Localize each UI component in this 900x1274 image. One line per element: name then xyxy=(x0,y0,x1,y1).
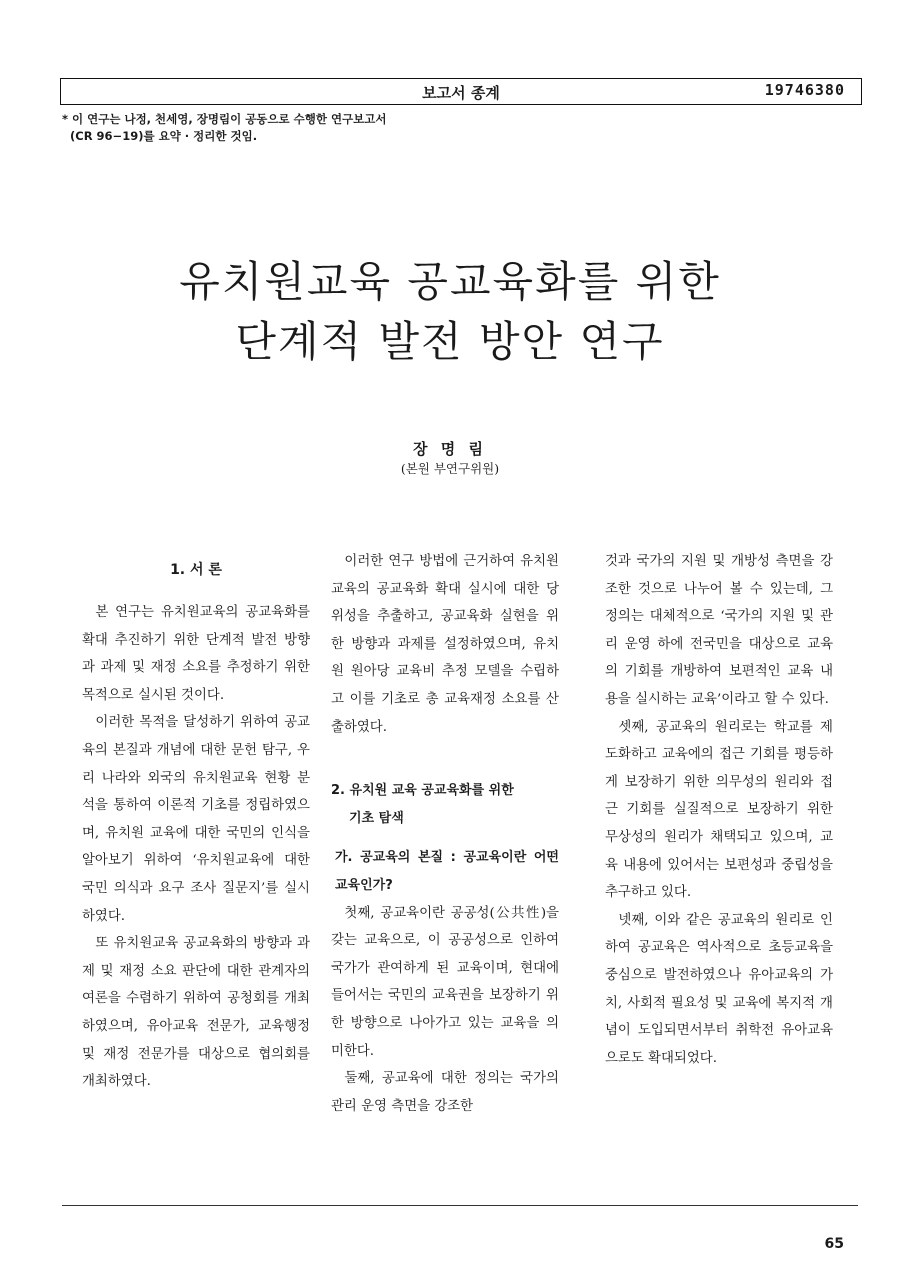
page-number: 65 xyxy=(824,1236,844,1252)
footer-rule xyxy=(62,1205,858,1206)
section-1-heading: 1. 서 론 xyxy=(170,562,222,578)
section-2-heading xyxy=(331,777,559,832)
paragraph: 첫째, 공교육이란 공공성(公共性)을 갖는 교육으로, 이 공공성으로 인하여 국가가 관여하게 된 교육이며, 현대에 들어서는 국민의 교육권을 보장하기 위한 방향으로 나아가고 있는 교육을 의미한다. xyxy=(331,905,559,1059)
section-2-heading-line-1: 2. 유치원 교육 공교육화를 위한 xyxy=(331,783,514,799)
paragraph: 또 유치원교육 공교육화의 방향과 과제 및 재정 소요 판단에 대한 관계자의 여론을 수렴하기 위하여 공청회를 개최하였으며, 유아교육 전문가, 교육행정 및 재정 전문가를 대상으로 협의회를 개최하였다. xyxy=(82,936,310,1090)
paragraph: 이러한 목적을 달성하기 위하여 공교육의 본질과 개념에 대한 문헌 탐구, 우리 나라와 외국의 유치원교육 현황 분석을 통하여 이론적 기초를 정립하였으며, 유치원 교육에 대한 국민의 인식을 알아보기 위하여 ‘유치원교육에 대한 국민 의식과 요구 조사 질문지’를 실시하였다. xyxy=(82,715,310,924)
paper-title xyxy=(0,252,900,372)
paragraph-continued: 것과 국가의 지원 및 개방성 측면을 강조한 것으로 나누어 볼 수 있는데, 그 정의는 대체적으로 ‘국가의 지원 및 관리 운영 하에 전국민을 대상으로 교육의 기회를 개방하여 보편적인 교육 내용을 실시하는 교육’이라고 할 수 있다. xyxy=(605,554,833,707)
author-name: 장 명 림 xyxy=(413,440,487,458)
document-number: 19746380 xyxy=(764,81,845,99)
report-header-box xyxy=(60,78,862,105)
column-1 xyxy=(82,548,310,1096)
author-affiliation: (본원 부연구위원) xyxy=(400,461,500,476)
paragraph: 이러한 연구 방법에 근거하여 유치원교육의 공교육화 확대 실시에 대한 당위성을 추출하고, 공교육화 실현을 위한 방향과 과제를 설정하였으며, 유치원 원아당 교육비 추정 모델을 수립하고 이를 기초로 총 교육재정 소요를 산출하였다. xyxy=(331,554,559,735)
header-title: 보고서 종계 xyxy=(422,84,500,102)
paragraph: 넷째, 이와 같은 공교육의 원리로 인하여 공교육은 역사적으로 초등교육을 중심으로 발전하였으나 유아교육의 가치, 사회적 필요성 및 교육에 복지적 개념이 도입되면서부터 취학전 유아교육으로도 확대되었다. xyxy=(605,912,833,1066)
section-2-heading-line-2: 기초 탐색 xyxy=(349,810,404,826)
paper-title-line-1: 유치원교육 공교육화를 위한 xyxy=(179,257,721,306)
subsection-a-heading: 가. 공교육의 본질 : 공교육이란 어떤 교육인가? xyxy=(335,850,559,893)
footnote xyxy=(62,111,662,145)
paper-title-line-2: 단계적 발전 방안 연구 xyxy=(235,317,665,366)
paragraph: 둘째, 공교육에 대한 정의는 국가의 관리 운영 측면을 강조한 xyxy=(331,1071,559,1114)
footnote-line-1: * 이 연구는 나정, 천세영, 장명림이 공동으로 수행한 연구보고서 xyxy=(62,112,387,126)
column-2 xyxy=(331,548,559,1120)
footnote-line-2: (CR 96−19)를 요약 · 정리한 것임. xyxy=(70,129,258,143)
paragraph: 셋째, 공교육의 원리로는 학교를 제도화하고 교육에의 접근 기회를 평등하게 보장하기 위한 의무성의 원리와 접근 기회를 실질적으로 보장하기 위한 무상성의 원리가 채택되고 있으며, 교육 내용에 있어서는 보편성과 중립성을 추구하고 있다. xyxy=(605,719,833,901)
paragraph: 본 연구는 유치원교육의 공교육화를 확대 추진하기 위한 단계적 발전 방향과 과제 및 재정 소요를 추정하기 위한 목적으로 실시된 것이다. xyxy=(82,605,310,703)
column-3 xyxy=(605,548,833,1072)
